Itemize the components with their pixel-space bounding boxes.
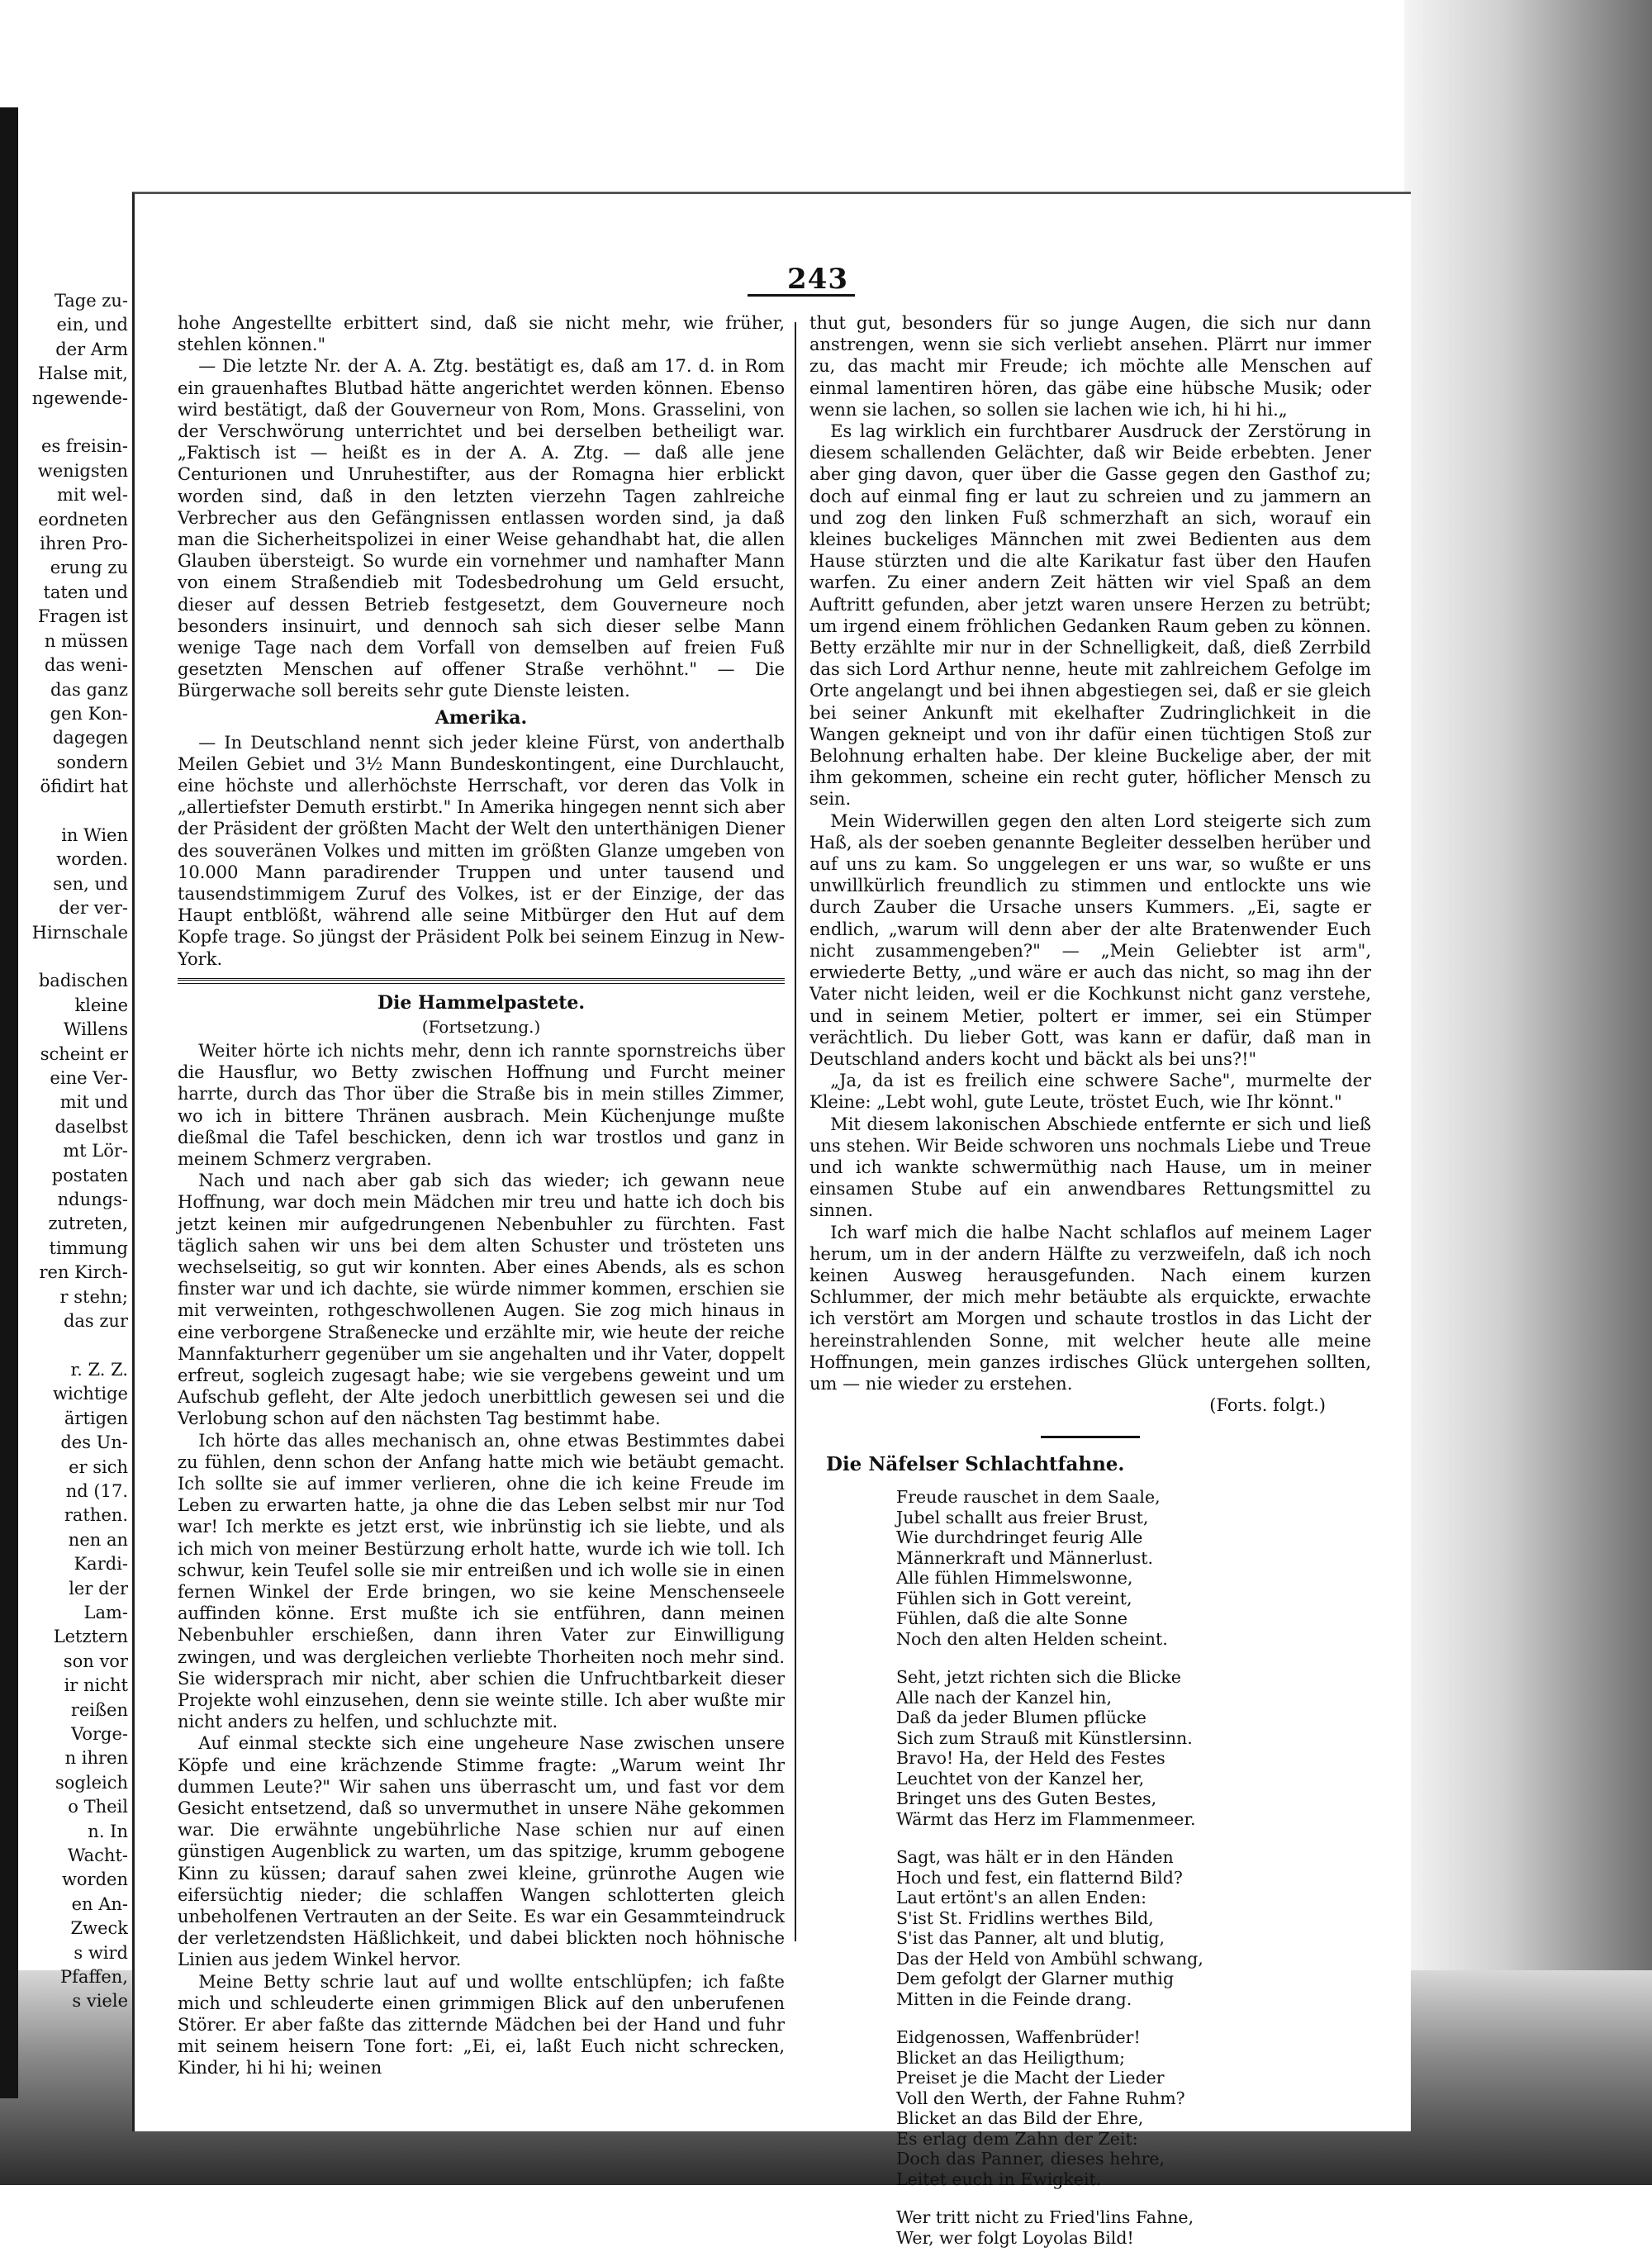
intro-text: hohe Angestellte erbittert sind, daß sie nicht mehr, wie früher, stehlen können." bbox=[178, 313, 785, 355]
fragment-line: r stehn; bbox=[59, 1286, 128, 1307]
fragment-line: dagegen bbox=[52, 728, 128, 748]
story-paragraph: Ich hörte das alles mechanisch an, ohne etwas Bestimmtes dabei zu fühlen, denn schon der Anfang hatte mich wie betäubt gemacht. Ich sollte sie auf immer verlieren, ohne die ich keine Freude im Leben zu erwarten hatte, ja ohne die das Leben selbst mir nur Tod war! Ich merkte es jetzt erst, wie inbrünstig ich sie liebte, und als ich mich von meiner Bestürzung erholt hatte, wurde ich wie toll. Ich schwur, kein Teufel solle sie mir entreißen und ich wolle sie in einen fernen Winkel der Erde bringen, wo sie keine Menschenseele auffinden könne. Erst mußte ich sie entführen, dann meinen Nebenbuhler erschießen, dann ihren Vater zur Einwilligung zwingen, und was dergleichen verliebte Thorheiten noch mehr sind. Sie widersprach mir nicht, aber schien die Unfruchtbarkeit dieser Projekte wohl einzusehen, denn sie weinte stille. Ich aber wußte mir nicht anders zu helfen, und schluchzte mit. bbox=[178, 1430, 785, 1732]
fragment-line: kleine bbox=[74, 995, 128, 1015]
fragment-line: er sich bbox=[69, 1456, 128, 1477]
poem-line: Alle fühlen Himmelswonne, bbox=[896, 1568, 1133, 1589]
left-column bbox=[178, 312, 785, 2079]
fragment-line: ärtigen bbox=[64, 1408, 128, 1428]
fragment-line: Tage zu- bbox=[54, 291, 128, 311]
poem-line: Laut ertönt's an allen Enden: bbox=[896, 1888, 1147, 1908]
fragment-line bbox=[25, 1333, 128, 1357]
story-paragraph: Mit diesem lakonischen Abschiede entfernte er sich und ließ uns stehen. Wir Beide schworen uns nochmals Liebe und Treue und ich wankte schwermüthig nach Hause, um in meiner einsamen Stube auf ein anwendbares Rettungsmittel zu sinnen. bbox=[809, 1114, 1371, 1221]
fragment-line: reißen bbox=[70, 1699, 128, 1720]
fragment-line: worden. bbox=[56, 849, 128, 870]
poem-line: S'ist das Panner, alt und blutig, bbox=[896, 1928, 1165, 1949]
fragment-line: postaten bbox=[51, 1165, 128, 1185]
fragment-line: das zur bbox=[63, 1311, 128, 1332]
fragment-line: wichtige bbox=[52, 1384, 128, 1404]
fragment-line: scheint er bbox=[40, 1043, 128, 1064]
fragment-line: s wird bbox=[74, 1942, 128, 1963]
story-paragraph: „Ja, da ist es freilich eine schwere Sache", murmelte der Kleine: „Lebt wohl, gute Leute, tröstet Euch, wie Ihr könnt." bbox=[809, 1071, 1371, 1113]
poem-line: Preiset je die Macht der Lieder bbox=[896, 2068, 1165, 2088]
section-rule bbox=[178, 978, 785, 984]
fragment-line: Pfaffen, bbox=[60, 1967, 128, 1988]
fragment-line: sen, und bbox=[53, 873, 128, 894]
story-paragraph: Nach und nach aber gab sich das wieder; ich gewann neue Hoffnung, war doch mein Mädchen mir treu und hatte ich doch bis jetzt keinen mir aufgedrungenen Nebenbuhler zu fürchten. Fast täglich sahen wir uns bei dem alten Schuster und trösteten uns wechselseitig, so gut wir konnten. Aber eines Abends, als es schon finster war und ich dachte, sie würde nimmer kommen, erschien sie mit verweinten, rothgeschwollenen Augen. Sie zog mich hinaus in eine verborgene Straßenecke und erzählte mir, wie heute der reiche Mannfakturherr gegenüber um sie angehalten und ihr Vater, doppelt erfreut, sogleich zugesagt habe; wie sie vergebens geweint und um Aufschub gefleht, der Alte jedoch unerbittlich gewesen sei und die Verlobung schon auf den nächsten Tag bestimmt habe. bbox=[178, 1171, 786, 1429]
fragment-line: zutreten, bbox=[48, 1214, 128, 1234]
fragment-line: das weni- bbox=[44, 655, 128, 676]
fragment-line: nd (17. bbox=[65, 1480, 128, 1501]
fragment-line: mit und bbox=[59, 1092, 128, 1113]
fragment-line bbox=[25, 800, 128, 824]
page-number: 243 bbox=[787, 263, 848, 296]
fragment-line: n müssen bbox=[44, 630, 128, 651]
continuation-note: (Forts. folgt.) bbox=[1209, 1395, 1326, 1416]
fragment-line: Letztern bbox=[53, 1627, 128, 1647]
right-column bbox=[809, 312, 1371, 2266]
fragment-line: das ganz bbox=[50, 679, 128, 700]
separator-rule bbox=[1041, 1436, 1140, 1438]
fragment-line: öfidirt hat bbox=[40, 777, 128, 797]
fragment-line: der Arm bbox=[55, 339, 128, 359]
poem-line: Es erlag dem Zahn der Zeit: bbox=[896, 2128, 1138, 2149]
fragment-line: o Theil bbox=[68, 1797, 128, 1817]
fragment-line: sogleich bbox=[55, 1772, 128, 1793]
fragment-line: eine Ver- bbox=[50, 1068, 128, 1088]
poem-line: Sagt, was hält er in den Händen bbox=[896, 1847, 1174, 1868]
fragment-line: sondern bbox=[56, 752, 128, 772]
poem-line: Sich zum Strauß mit Künstlersinn. bbox=[896, 1727, 1193, 1748]
fragment-line: mit wel- bbox=[57, 485, 128, 506]
poem-line: Wie durchdringet feurig Alle bbox=[896, 1527, 1143, 1548]
fragment-line bbox=[25, 945, 128, 969]
fragment-line: ren Kirch- bbox=[39, 1262, 128, 1283]
fragment-line: Lam- bbox=[83, 1602, 128, 1622]
fragment-line: r. Z. Z. bbox=[70, 1359, 128, 1380]
fragment-line: mt Lör- bbox=[63, 1141, 128, 1162]
poem-line: Doch das Panner, dieses hehre, bbox=[896, 2149, 1165, 2169]
poem-line: Jubel schallt aus freier Brust, bbox=[896, 1507, 1149, 1527]
poem-line: Alle nach der Kanzel hin, bbox=[896, 1687, 1112, 1708]
fragment-line: des Un- bbox=[60, 1432, 128, 1453]
story-subtitle: (Fortsetzung.) bbox=[421, 1016, 541, 1037]
story-paragraph: Auf einmal steckte sich eine ungeheure Nase zwischen unsere Köpfe und eine krächzende Stimme fragte: „Warum weint Ihr dummen Leute?" Wir sahen uns überrascht um, und fast vor dem Gesicht entsetzend, daß so unvermuthet in unsere Nähe gekommen war. Die erwähnte ungebührliche Nase schien nur auf einen günstigen Augenblick zu warten, um das spitzige, krumm gebogene Kinn zu küssen; darauf sahen zwei kleine, grünrothe Augen wie eifersüchtig nieder; die schlaffen Wangen schlotterten gleich unbeholfenen Vertrauten an der Seite. Es war ein Gesammteindruck der verletzendsten Häßlichkeit, und dabei blickten noch höhnische Linien aus jedem Winkel hervor. bbox=[178, 1733, 785, 1970]
poem-line: S'ist St. Fridlins werthes Bild, bbox=[896, 1907, 1154, 1928]
poem-line: Männerkraft und Männerlust. bbox=[896, 1547, 1153, 1568]
poem-line: Wärmt das Herz im Flammenmeer. bbox=[896, 1808, 1196, 1829]
column-divider bbox=[795, 322, 796, 1941]
fragment-line: rathen. bbox=[64, 1505, 128, 1526]
previous-page-fragment bbox=[25, 289, 128, 2014]
poem-line: Hoch und fest, ein flatternd Bild? bbox=[896, 1867, 1183, 1888]
fragment-line: s viele bbox=[72, 1991, 128, 2012]
fragment-line: son vor bbox=[63, 1651, 128, 1671]
poem-line: Blicket an das Bild der Ehre, bbox=[896, 2108, 1144, 2129]
poem-line: Leuchtet von der Kanzel her, bbox=[896, 1768, 1145, 1789]
fragment-line: eordneten bbox=[38, 509, 128, 530]
poem-stanza bbox=[896, 2027, 1371, 2189]
america-heading: Amerika. bbox=[434, 706, 528, 729]
fragment-line: der ver- bbox=[58, 898, 128, 919]
rome-news: — Die letzte Nr. der A. A. Ztg. bestätigt es, daß am 17. d. in Rom ein grauenhaftes Blutbad hätte angerichtet werden können. Ebenso wird bestätigt, daß der Gouverneur von Rom, Mons. Grasselini, von der Verschwörung unterrichtet und bei derselben betheiligt war. „Faktisch ist — heißt es in der A. A. Ztg. — daß alle jene Centurionen und Unruhestifter, aus der Romagna hier erblickt worden sind, daß in den letzten vierzehn Tagen zahlreiche Verbrecher aus den Gefängnissen entlassen worden sind, ja daß man die Sicherheitspolizei in einer Weise gehandhabt hat, die allen Glauben übersteigt. So wurde ein vornehmer und namhafter Mann von einem Straßendieb mit Todesbedrohung um Geld ersucht, dieser auf dessen Betrieb festgesetzt, dem Gouverneure noch besonders insinuirt, und dennoch sah sich dieser selbe Mann wenige Tage nach dem Vorfall von demselben auf freien Fuß gesetzten Menschen auf offener Straße verhöhnt." — Die Bürgerwache soll bereits sehr gute Dienste leisten. bbox=[178, 356, 785, 701]
fragment-line: ir nicht bbox=[64, 1675, 128, 1696]
poem-line: Leitet euch in Ewigkeit. bbox=[896, 2169, 1102, 2189]
fragment-line: Zweck bbox=[70, 1918, 128, 1939]
scan-shadow-right bbox=[1404, 0, 1652, 2185]
america-news: — In Deutschland nennt sich jeder kleine Fürst, von anderthalb Meilen Gebiet und 3½ Mann Bundeskontingent, eine Durchlaucht, eine höchste und allerhöchste Herrschaft, vor deren das Volk in „allertiefster Demuth erstirbt." In Amerika hingegen nennt sich aber der Präsident der größten Macht der Welt den unterthänigen Diener des souveränen Volkes und mitten im größten Glanze umgeben von 10.000 Mann paradirender Truppen und unter tausend und tausendstimmigem Zuruf des Volkes, ist er der Einzige, der das Haupt entblößt, während alle seine Mitbürger den Hut auf dem Kopfe trage. So jüngst der Präsident Polk bei seinem Einzug in New-York. bbox=[178, 732, 785, 969]
poem-line: Dem gefolgt der Glarner muthig bbox=[896, 1969, 1175, 1989]
poem-stanza bbox=[896, 1847, 1371, 2009]
poem-line: Fühlen sich in Gott vereint, bbox=[896, 1588, 1132, 1608]
poem-line: Fühlen, daß die alte Sonne bbox=[896, 1608, 1128, 1629]
poem-stanza bbox=[896, 1487, 1371, 1649]
poem-line: Bringet uns des Guten Bestes, bbox=[896, 1789, 1157, 1809]
fragment-line: n ihren bbox=[64, 1748, 128, 1769]
fragment-line: Hirnschale bbox=[31, 922, 128, 943]
fragment-line: Halse mit, bbox=[37, 363, 128, 384]
fragment-line: erung zu bbox=[50, 558, 128, 578]
fragment-line bbox=[25, 411, 128, 435]
fragment-line: ler der bbox=[69, 1578, 128, 1599]
poem-line: Bravo! Ha, der Held des Festes bbox=[896, 1748, 1165, 1769]
poem-title: Die Näfelser Schlachtfahne. bbox=[826, 1453, 1125, 1476]
poem-line: Blicket an das Heiligthum; bbox=[896, 2047, 1126, 2068]
poem bbox=[809, 1487, 1371, 2248]
story-paragraph: Mein Widerwillen gegen den alten Lord steigerte sich zum Haß, als der soeben genannte Begleiter desselben herüber und auf uns zu kam. So unggelegen er uns war, so wußte er uns unwillkürlich freundlich zu stimmen und entlockte uns wie durch Zauber die Ursache unsers Kummers. „Ei, sagte er endlich, „warum will denn aber der alte Bratenwender Euch nicht zusammengeben?" — „Mein Geliebter ist arm", erwiederte Betty, „und wäre er auch das nicht, so mag ihn der Vater nicht leiden, weil er die Kochkunst nicht ganz verstehe, und in seinem Metier, poltert er immer, sei ein Stümper verächtlich. Du lieber Gott, was kann er dafür, daß man in Deutschland anders kocht und bäckt als bei uns?!" bbox=[809, 810, 1371, 1069]
fragment-line: n. In bbox=[88, 1821, 128, 1841]
scan-edge-left bbox=[0, 107, 18, 2098]
fragment-line: ndungs- bbox=[57, 1190, 128, 1210]
fragment-line: Willens bbox=[63, 1019, 128, 1040]
story-paragraph: Weiter hörte ich nichts mehr, denn ich rannte spornstreichs über die Hausflur, wo Betty zwischen Hoffnung und Furcht meiner harrte, durch das Thor über die Straße bis in mein stilles Zimmer, wo ich in bittere Thränen ausbrach. Mein Küchenjunge mußte dießmal die Tafel beschicken, denn ich war trostlos und ganz in meinem Schmerz vergraben. bbox=[178, 1040, 785, 1169]
fragment-line: wenigsten bbox=[37, 460, 128, 481]
poem-stanza bbox=[896, 1667, 1371, 1829]
fragment-line: badischen bbox=[38, 971, 128, 991]
fragment-line: gen Kon- bbox=[50, 703, 128, 724]
poem-line: Das der Held von Ambühl schwang, bbox=[896, 1948, 1203, 1969]
poem-line: Mitten in die Feinde drang. bbox=[896, 1988, 1132, 2009]
story-title: Die Hammelpastete. bbox=[377, 991, 586, 1014]
story-continuation: thut gut, besonders für so junge Augen, die sich nur dann anstrengen, wenn sie sich verliebt ansehen. Plärrt nur immer zu, das macht mir Freude; ich möchte alle Menschen auf einmal lamentiren hören, das gäbe eine hübsche Musik; oder wenn sie lachen, so sollen sie lachen wie ich, hi hi hi.„ bbox=[809, 313, 1371, 420]
poem-line: Eidgenossen, Waffenbrüder! bbox=[896, 2027, 1141, 2048]
fragment-line: ein, und bbox=[56, 315, 128, 335]
poem-line: Daß da jeder Blumen pflücke bbox=[896, 1708, 1146, 1728]
fragment-line: ngewende- bbox=[31, 387, 128, 408]
poem-line: Wer tritt nicht zu Fried'lins Fahne, bbox=[896, 2207, 1194, 2228]
fragment-line: taten und bbox=[43, 582, 128, 602]
fragment-line: worden bbox=[61, 1869, 128, 1890]
poem-stanza bbox=[896, 2207, 1371, 2248]
poem-line: Seht, jetzt richten sich die Blicke bbox=[896, 1667, 1181, 1688]
poem-line: Noch den alten Helden scheint. bbox=[896, 1628, 1168, 1649]
fragment-line: Wacht- bbox=[67, 1846, 128, 1865]
fragment-line: en An- bbox=[71, 1893, 128, 1914]
fragment-line: nen an bbox=[68, 1529, 128, 1550]
story-paragraph: Meine Betty schrie laut auf und wollte entschlüpfen; ich faßte mich und schleuderte einen grimmigen Blick auf den unberufenen Störer. Er aber faßte das zitternde Mädchen bei der Hand und fuhr mit seinem heisern Tone fort: „Ei, ei, laßt Euch nicht schrecken, Kinder, hi hi hi; weinen bbox=[178, 1971, 785, 2078]
story-paragraph: Es lag wirklich ein furchtbarer Ausdruck der Zerstörung in diesem schallenden Gelächter, daß wir Beide erbebten. Jener aber ging davon, quer über die Gasse gegen den Gasthof zu; doch auf einmal fing er laut zu schreien und zu jammern an und zog den linken Fuß schmerzhaft an sich, worauf ein kleines buckeliges Männchen mit zwei Bedienten aus dem Hause stürzten und die alte Karikatur fast über den Haufen warfen. Zu einer andern Zeit hätten wir viel Spaß an dem Auftritt gefunden, aber jetzt waren unsere Herzen zu betrübt; um irgend einem fröhlichen Gedanken Raum geben zu können. Betty erzählte mir nur in der Schnelligkeit, daß, dieß Zerrbild das sich Lord Arthur nenne, heute mit zahlreichem Gefolge im Orte angelangt und bei ihnen abgestiegen sei, daß er sie gleich bei seiner Ankunft mit ekelhafter Zudringlichkeit in die Wangen gekneipt und von ihr dafür einen tüchtigen Stoß zur Belohnung erhalten habe. Der kleine Buckelige aber, der mit ihm gekommen, scheine ein recht guter, höflicher Mensch zu sein. bbox=[809, 421, 1371, 810]
poem-line: Freude rauschet in dem Saale, bbox=[896, 1487, 1161, 1508]
story-paragraph: Ich warf mich die halbe Nacht schlaflos auf meinem Lager herum, um in der andern Hälfte zu verzweifeln, daß ich noch keinen Ausweg herausgefunden. Nach einem kurzen Schlummer, der mich mehr betäubte als erquickte, erwachte ich verstört am Morgen und schaute trostlos in das Licht der hereinstrahlenden Sonne, mit welcher heute alle meine Hoffnungen, mein ganzes irdisches Glück untergehen sollten, um — nie wieder zu erstehen. bbox=[809, 1222, 1371, 1394]
page-number-rule bbox=[748, 294, 855, 297]
fragment-line: daselbst bbox=[55, 1116, 128, 1137]
fragment-line: timmung bbox=[49, 1238, 128, 1258]
poem-line: Wer, wer folgt Loyolas Bild! bbox=[896, 2227, 1134, 2248]
fragment-line: Fragen ist bbox=[37, 606, 128, 627]
fragment-line: es freisin- bbox=[41, 436, 128, 457]
fragment-line: Vorge- bbox=[71, 1723, 128, 1744]
fragment-line: Kardi- bbox=[74, 1554, 128, 1575]
fragment-line: in Wien bbox=[61, 824, 128, 845]
fragment-line: ihren Pro- bbox=[40, 534, 128, 554]
poem-line: Voll den Werth, der Fahne Ruhm? bbox=[896, 2088, 1185, 2108]
